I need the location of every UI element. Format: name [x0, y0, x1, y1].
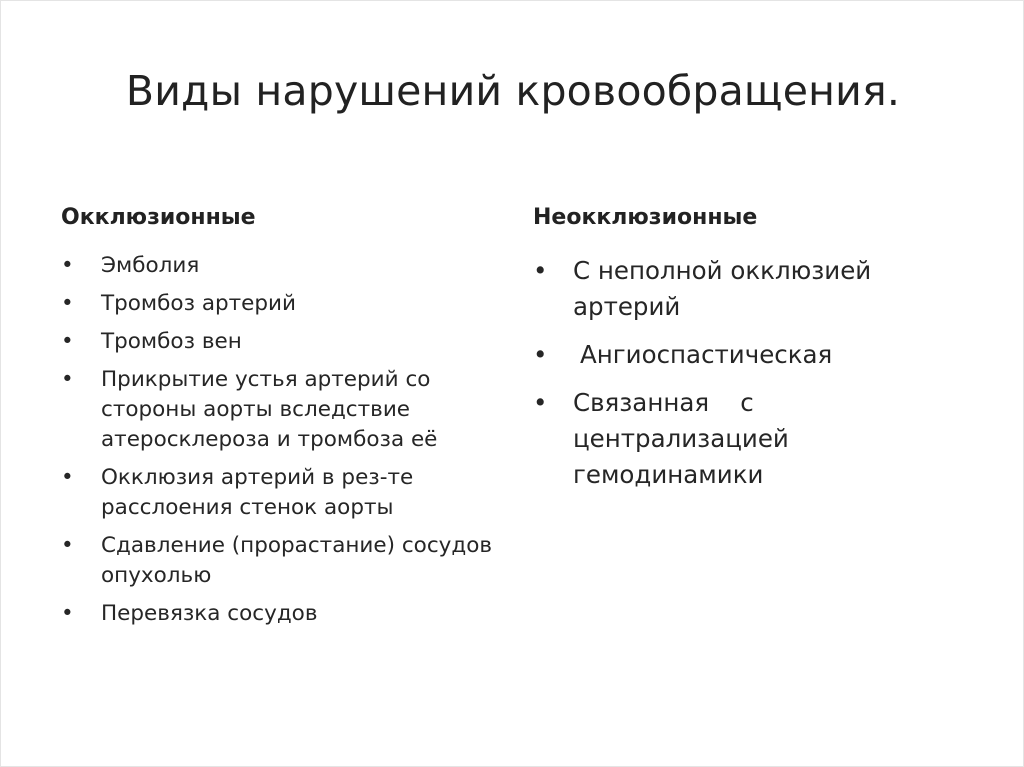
list-item-text: Тромбоз артерий: [101, 291, 297, 316]
bullet-icon: •: [61, 291, 74, 316]
list-item-text: Перевязка сосудов: [101, 601, 318, 626]
left-bullet-list: [61, 251, 511, 637]
list-item-text: Ангиоспастическая: [580, 340, 833, 369]
bullet-icon: •: [61, 601, 74, 626]
list-item: [533, 337, 933, 373]
list-item: [61, 531, 511, 591]
list-item: [61, 327, 511, 357]
left-column-heading: Окклюзионные: [61, 205, 256, 230]
list-item: [533, 385, 933, 493]
bullet-icon: •: [533, 340, 548, 369]
bullet-icon: •: [61, 329, 74, 354]
right-column-heading: Неокклюзионные: [533, 205, 758, 230]
list-item: [61, 463, 511, 523]
right-bullet-list: [533, 253, 933, 505]
list-item-text: Связанная с централизацией гемодинамики: [573, 388, 797, 489]
bullet-icon: •: [61, 253, 74, 278]
list-item-text: Тромбоз вен: [101, 329, 242, 354]
list-item-text: С неполной окклюзией артерий: [573, 256, 872, 321]
list-item-text: Сдавление (прорастание) сосудов опухолью: [101, 533, 493, 588]
list-item: [61, 251, 511, 281]
list-item: [533, 253, 933, 325]
list-item-text: Прикрытие устья артерий со стороны аорты вследствие атеросклероза и тромбоза её: [101, 367, 438, 452]
bullet-icon: •: [61, 465, 74, 490]
bullet-icon: •: [533, 388, 548, 417]
list-item: [61, 365, 511, 455]
list-item: [61, 289, 511, 319]
list-item: [61, 599, 511, 629]
bullet-icon: •: [61, 367, 74, 392]
slide-title: Виды нарушений кровообращения.: [125, 67, 901, 115]
bullet-icon: •: [61, 533, 74, 558]
bullet-icon: •: [533, 256, 548, 285]
list-item-text: Окклюзия артерий в рез-те расслоения стенок аорты: [101, 465, 414, 520]
list-item-text: Эмболия: [101, 253, 200, 278]
